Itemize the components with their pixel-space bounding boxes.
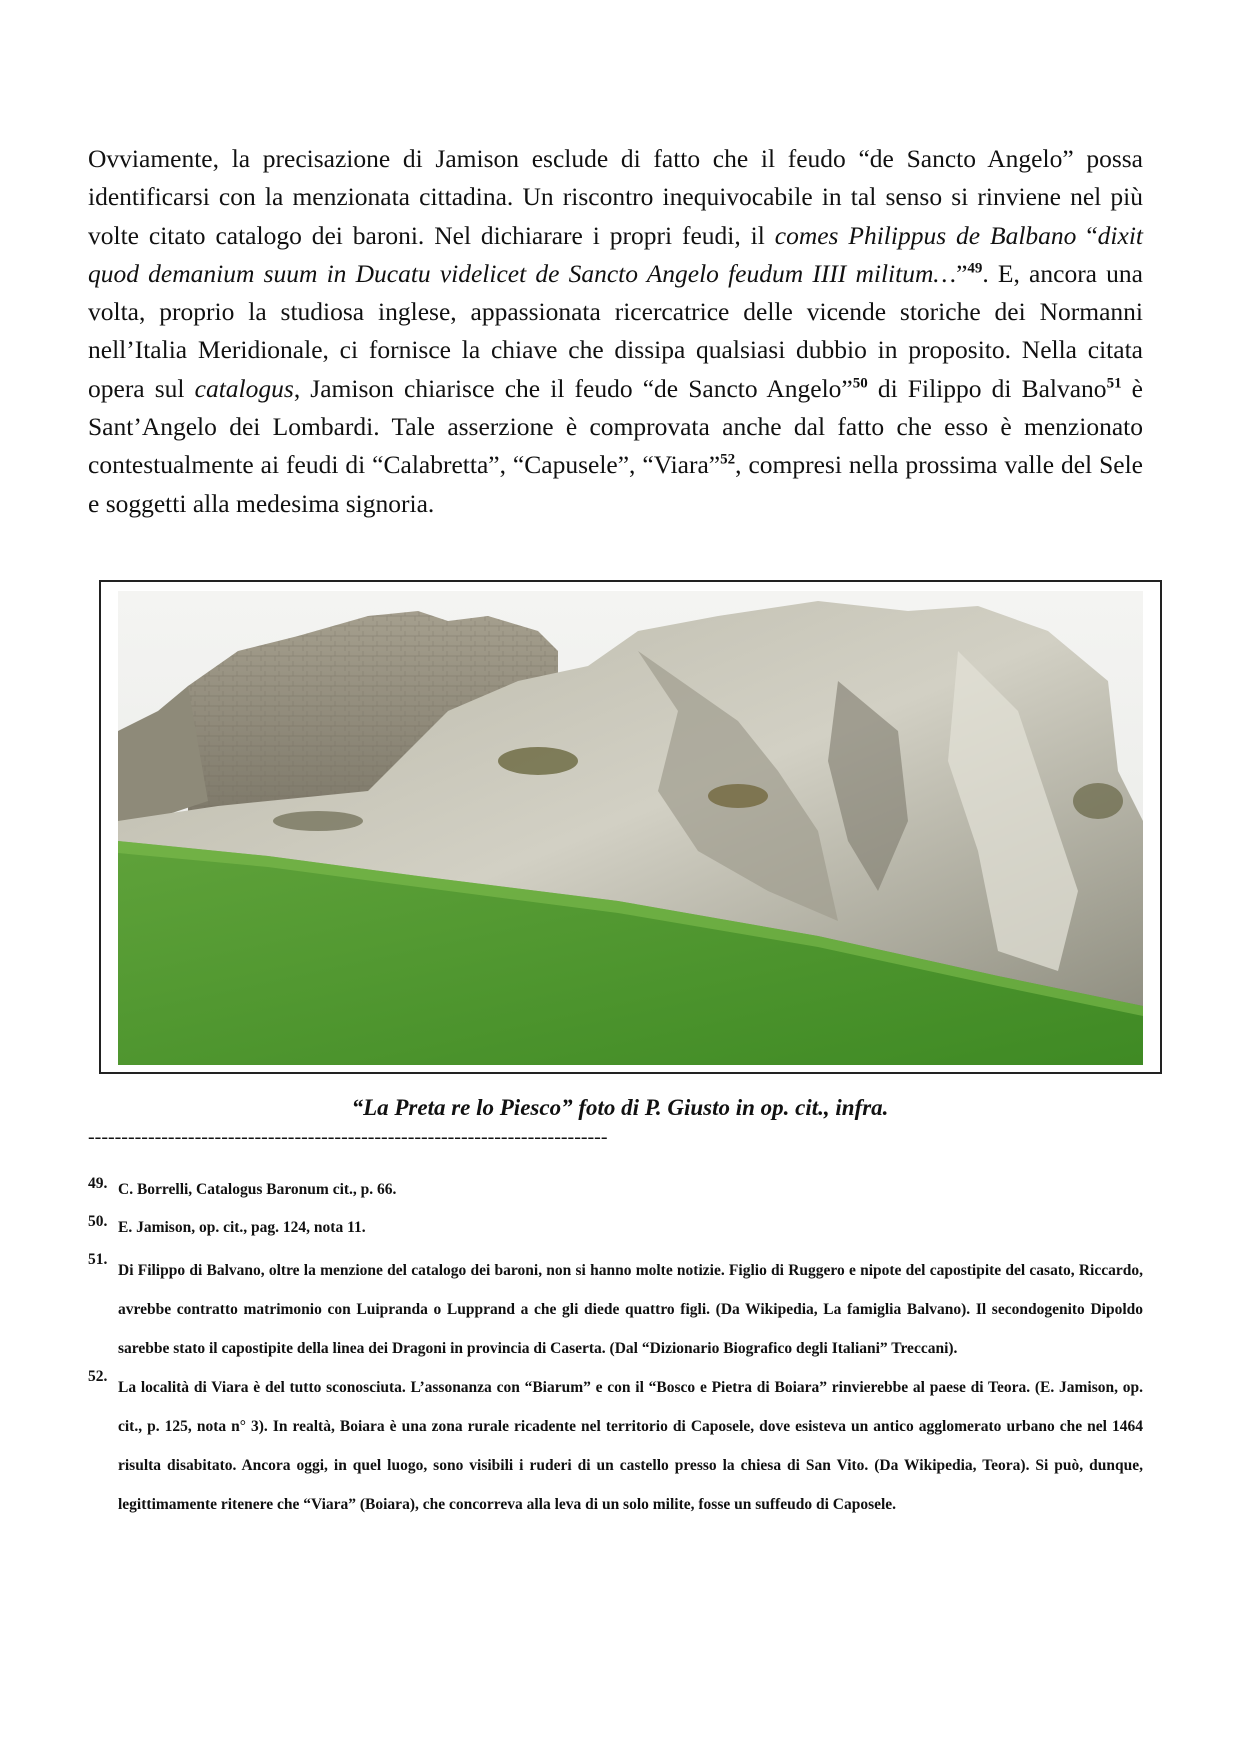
footnote-number: 50. xyxy=(88,1213,108,1230)
footnote-ref-52[interactable]: 52 xyxy=(720,451,736,468)
footnote-text: E. Jamison, op. cit., pag. 124, nota 11. xyxy=(118,1219,366,1236)
body-text: ” xyxy=(956,258,968,288)
footnote-ref-51[interactable]: 51 xyxy=(1106,375,1122,392)
body-text: Ovviamente, la precisazione di Jamison esclude di fatto che il feudo “de Sancto Angelo” possa identificarsi con la menzionata cittadina. Un riscontro inequivocabile in tal senso si rinviene nel più volte citato catalogo dei baroni. Nel dichiarare i propri feudi, il xyxy=(88,144,1143,250)
footnote-number: 49. xyxy=(88,1175,108,1192)
body-text: di Filippo di Balvano xyxy=(867,373,1107,403)
photo-frame xyxy=(99,580,1162,1074)
footnote-49 xyxy=(88,1175,1143,1205)
footnote-separator: ------------------------------------------------------------------------------ xyxy=(88,1126,608,1148)
footnote-52 xyxy=(88,1368,1143,1524)
footnote-51 xyxy=(88,1251,1143,1368)
footnote-text: La località di Viara è del tutto sconosciuta. L’assonanza con “Biarum” e con il “Bosco e Pietra di Boiara” rinvierebbe al paese di Teora. (E. Jamison, op. cit., p. 125, nota n° 3). In realtà, Boiara è una zona rurale ricadente nel territorio di Caposele, dove esisteva un antico agglomerato urbano che nel 1464 risulta disabitato. Ancora oggi, in quel luogo, sono visibili i ruderi di un castello presso la chiesa di San Vito. (Da Wikipedia, Teora). Si può, dunque, legittimamente ritenere che “Viara” (Boiara), che concorreva alla leva di un solo milite, fosse un suffeudo di Caposele. xyxy=(118,1379,1143,1513)
footnote-ref-49[interactable]: 49 xyxy=(967,260,983,277)
body-text-italic: comes Philippus de Balbano xyxy=(774,220,1077,250)
body-text: . E, ancora una volta, proprio la studiosa inglese, appassionata ricercatrice delle vicende storiche dei Normanni nell’Italia Meridionale, ci fornisce la chiave che dissipa qualsiasi dubbio in proposito. Nella citata opera sul xyxy=(88,258,1143,403)
footnote-text: C. Borrelli, Catalogus Baronum cit., p. 66. xyxy=(118,1181,397,1198)
body-text-italic: catalogus xyxy=(194,373,294,403)
castle-ruins-photo xyxy=(118,591,1143,1065)
body-text: “ xyxy=(1076,220,1098,250)
latin-quote: dixit quod demanium suum in Ducatu videlicet de Sancto Angelo feudum IIII militum… xyxy=(88,220,1143,288)
main-paragraph xyxy=(88,140,1143,523)
footnote-ref-50[interactable]: 50 xyxy=(852,375,868,392)
photo-caption: “La Preta re lo Piesco” foto di P. Giusto in op. cit., infra. xyxy=(351,1095,889,1120)
footnotes xyxy=(88,1175,1143,1524)
footnote-50 xyxy=(88,1213,1143,1243)
body-text: , compresi nella prossima valle del Sele e soggetti alla medesima signoria. xyxy=(88,450,1144,518)
footnote-number: 52. xyxy=(88,1368,108,1385)
body-text: , Jamison chiarisce che il feudo “de Sancto Angelo” xyxy=(293,373,853,403)
footnote-text: Di Filippo di Balvano, oltre la menzione del catalogo dei baroni, non si hanno molte notizie. Figlio di Ruggero e nipote del capostipite del casato, Riccardo, avrebbe contratto matrimonio con Luipranda o Lupprand a che gli diede quattro figli. (Da Wikipedia, La famiglia Balvano). Il secondogenito Dipoldo sarebbe stato il capostipite della linea dei Dragoni in provincia di Caserta. (Dal “Dizionario Biografico degli Italiani” Treccani). xyxy=(118,1262,1143,1357)
body-text: è Sant’Angelo dei Lombardi. Tale asserzione è comprovata anche dal fatto che esso è menzionato contestualmente ai feudi di “Calabretta”, “Capusele”, “Viara” xyxy=(88,373,1144,480)
footnote-number: 51. xyxy=(88,1251,108,1268)
